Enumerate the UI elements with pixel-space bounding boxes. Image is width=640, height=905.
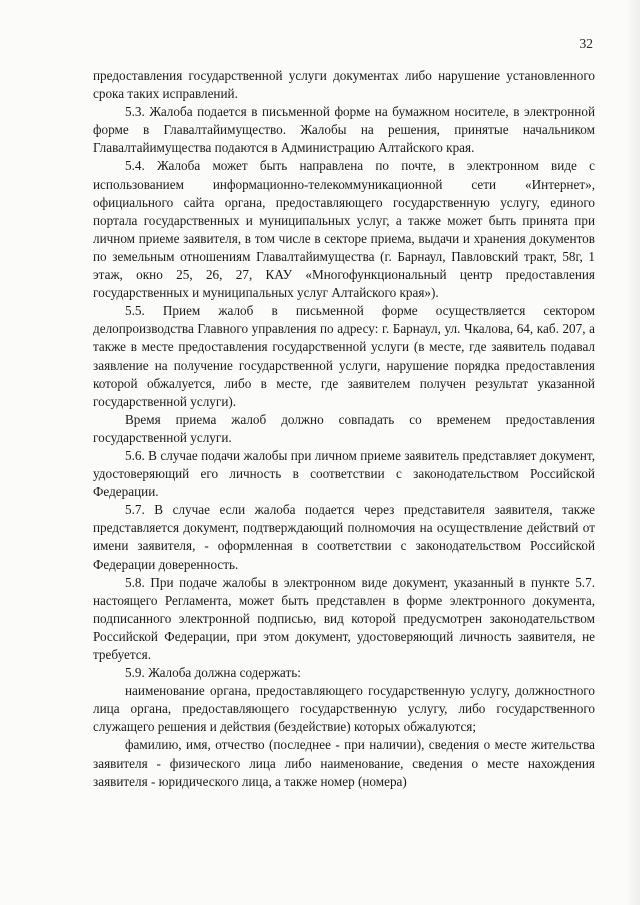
page-number: 32 <box>579 36 593 51</box>
page-edge-shadow <box>626 0 640 905</box>
paragraph: 5.6. В случае подачи жалобы при личном приеме заявитель представляет документ, удостоверяющий его личность в соответствии с законодательством Российской Федерации. <box>93 447 595 500</box>
paragraph: 5.7. В случае если жалоба подается через представителя заявителя, также представляется документ, подтверждающий полномочия на осуществление действий от имени заявителя, - оформленная в соответствии с законодательством Российской Федерации доверенность. <box>93 502 595 572</box>
paragraph: фамилию, имя, отчество (последнее - при наличии), сведения о месте жительства заявителя - физического лица либо наименование, сведения о месте нахождения заявителя - юридического лица, а также номер (номера) <box>93 737 595 789</box>
paragraph: 5.9. Жалоба должна содержать: <box>125 665 301 681</box>
paragraph: наименование органа, предоставляющего государственную услугу, должностного лица органа, предоставляющего государственную услугу, либо государственного служащего решения и действия (бездействие) которых обжалуются; <box>93 683 595 735</box>
paragraph: 5.5. Прием жалоб в письменной форме осуществляется сектором делопроизводства Главного управления по адресу: г. Барнаул, ул. Чкалова, 64, каб. 207, а также в месте предоставления государственной услуги (в месте, где заявитель подавал заявление на получение государственной услуги, нарушение порядка предоставления которой обжалуется, либо в месте, где заявителем получен результат указанной государственной услуги). <box>93 303 595 409</box>
paragraph: 5.3. Жалоба подается в письменной форме на бумажном носителе, в электронной форме в Главалтайимущество. Жалобы на решения, принятые начальником Главалтайимущества подаются в Администрацию Алтайского края. <box>93 104 595 156</box>
paragraph: предоставления государственной услуги документах либо нарушение установленного срока таких исправлений. <box>93 68 595 102</box>
paragraph: 5.8. При подаче жалобы в электронном виде документ, указанный в пункте 5.7. настоящего Регламента, может быть представлен в форме электронного документа, подписанного электронной подписью, вид которой предусмотрен законодательством Российской Федерации, при этом документ, удостоверяющий личность заявителя, не требуется. <box>93 574 595 662</box>
paragraph: 5.4. Жалоба может быть направлена по почте, в электронном виде с использованием информационно-телекоммуникационной сети «Интернет», официального сайта органа, предоставляющего государственную услугу, единого портала государственных и муниципальных услуг, а также может быть принята при личном приеме заявителя, в том числе в секторе приема, выдачи и хранения документов по земельным отношениям Главалтайимущества (г. Барнаул, Павловский тракт, 58г, 1 этаж, окно 25, 26, 27, КАУ «Многофункциональный центр предоставления государственных и муниципальных услуг Алтайского края»). <box>93 158 595 301</box>
document-body <box>93 67 595 791</box>
paragraph: Время приема жалоб должно совпадать со временем предоставления государственной услуги. <box>93 411 595 445</box>
